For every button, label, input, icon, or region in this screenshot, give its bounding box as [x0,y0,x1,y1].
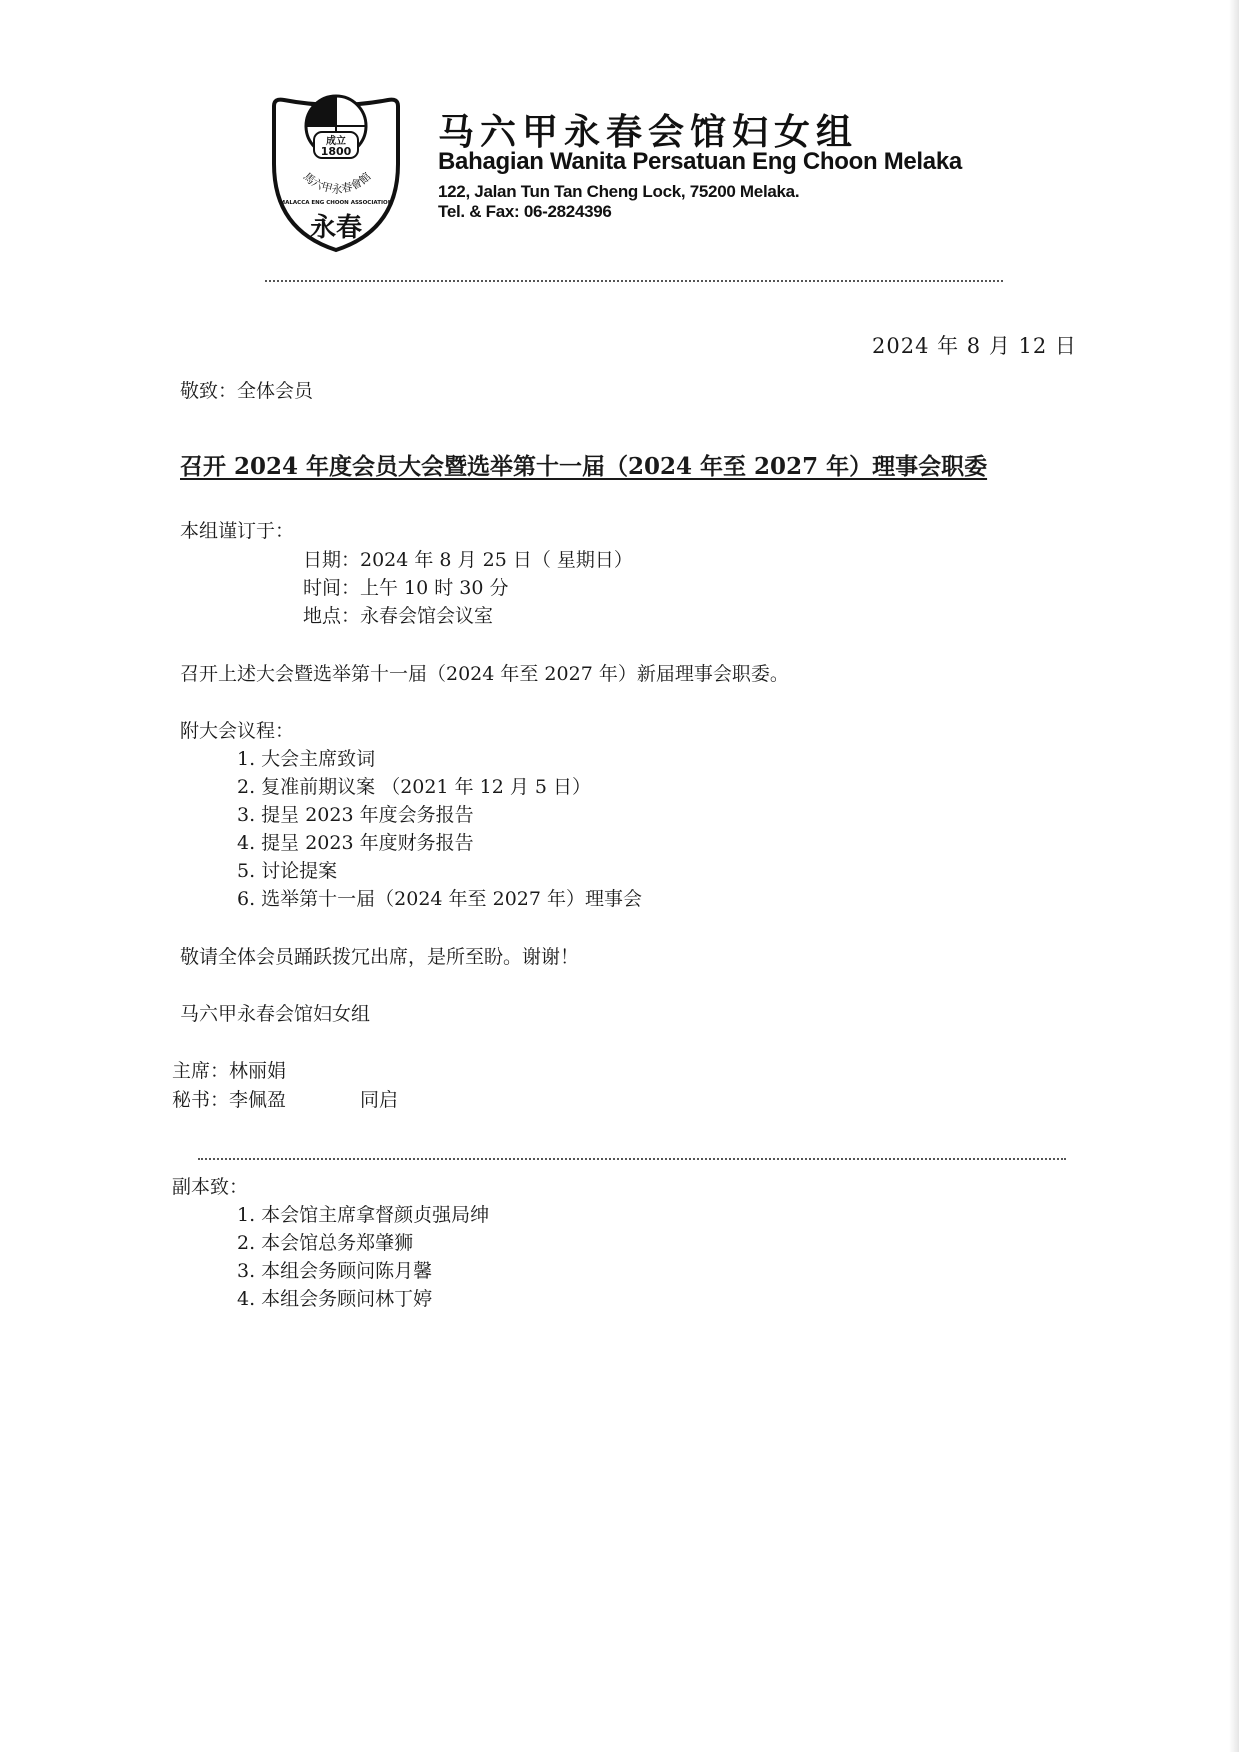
agenda-item: 1. 大会主席致词 [237,748,376,770]
association-logo [262,92,410,254]
purpose-line: 召开上述大会暨选举第十一届（2024 年至 2027 年）新届理事会职委。 [180,663,789,685]
agenda-item: 4. 提呈 2023 年度财务报告 [237,832,474,854]
jointly-signed: 同启 [360,1089,399,1111]
detail-time: 时间：上午 10 时 30 分 [303,577,509,599]
logo-arc-cn: 馬六甲永春會館 [300,169,374,196]
copy-recipient: 1. 本会馆主席拿督颜贞强局绅 [237,1204,490,1226]
scan-edge-shadow [1229,0,1239,1752]
recipient-line: 敬致：全体会员 [180,380,314,402]
chairperson-line: 主席：林丽娟 [172,1060,287,1082]
agenda-item: 3. 提呈 2023 年度会务报告 [237,804,474,826]
logo-established-label: 成立 [326,136,346,147]
intro-line: 本组谨订于： [180,520,295,542]
copy-recipient: 3. 本组会务顾问陈月馨 [237,1260,433,1282]
secretary-line: 秘书：李佩盈 [172,1089,287,1111]
copy-recipient: 4. 本组会务顾问林丁婷 [237,1288,433,1310]
footer-divider [198,1158,1066,1160]
letter-date: 2024 年 8 月 12 日 [872,334,1077,358]
header-divider [265,280,1003,282]
signoff-org: 马六甲永春会馆妇女组 [180,1003,371,1025]
org-name-en: Bahagian Wanita Persatuan Eng Choon Melaka [438,148,962,175]
logo-year: 1800 [320,145,352,158]
letter-title: 召开 2024 年度会员大会暨选举第十一届（2024 年至 2027 年）理事会职委 [180,453,988,480]
detail-date: 日期：2024 年 8 月 25 日（ 星期日） [303,549,633,571]
logo-arc-en: MALACCA ENG CHOON ASSOCIATION [279,200,393,206]
agenda-item: 2. 复准前期议案 （2021 年 12 月 5 日） [237,776,592,798]
org-name-cn: 马六甲永春会馆妇女组 [438,111,859,153]
agenda-heading: 附大会议程： [180,720,295,742]
agenda-item: 5. 讨论提案 [237,860,338,882]
org-tel-fax: Tel. & Fax: 06-2824396 [438,202,612,221]
copy-recipient: 2. 本会馆总务郑肇狮 [237,1232,414,1254]
org-address: 122, Jalan Tun Tan Cheng Lock, 75200 Melaka. [438,182,800,201]
closing-line: 敬请全体会员踊跃拨冗出席，是所至盼。谢谢！ [180,946,580,968]
copies-heading: 副本致： [172,1176,249,1198]
detail-venue: 地点：永春会馆会议室 [303,605,494,627]
logo-bottom-glyph: 永春 [309,213,363,243]
agenda-item: 6. 选举第十一届（2024 年至 2027 年）理事会 [237,888,642,910]
